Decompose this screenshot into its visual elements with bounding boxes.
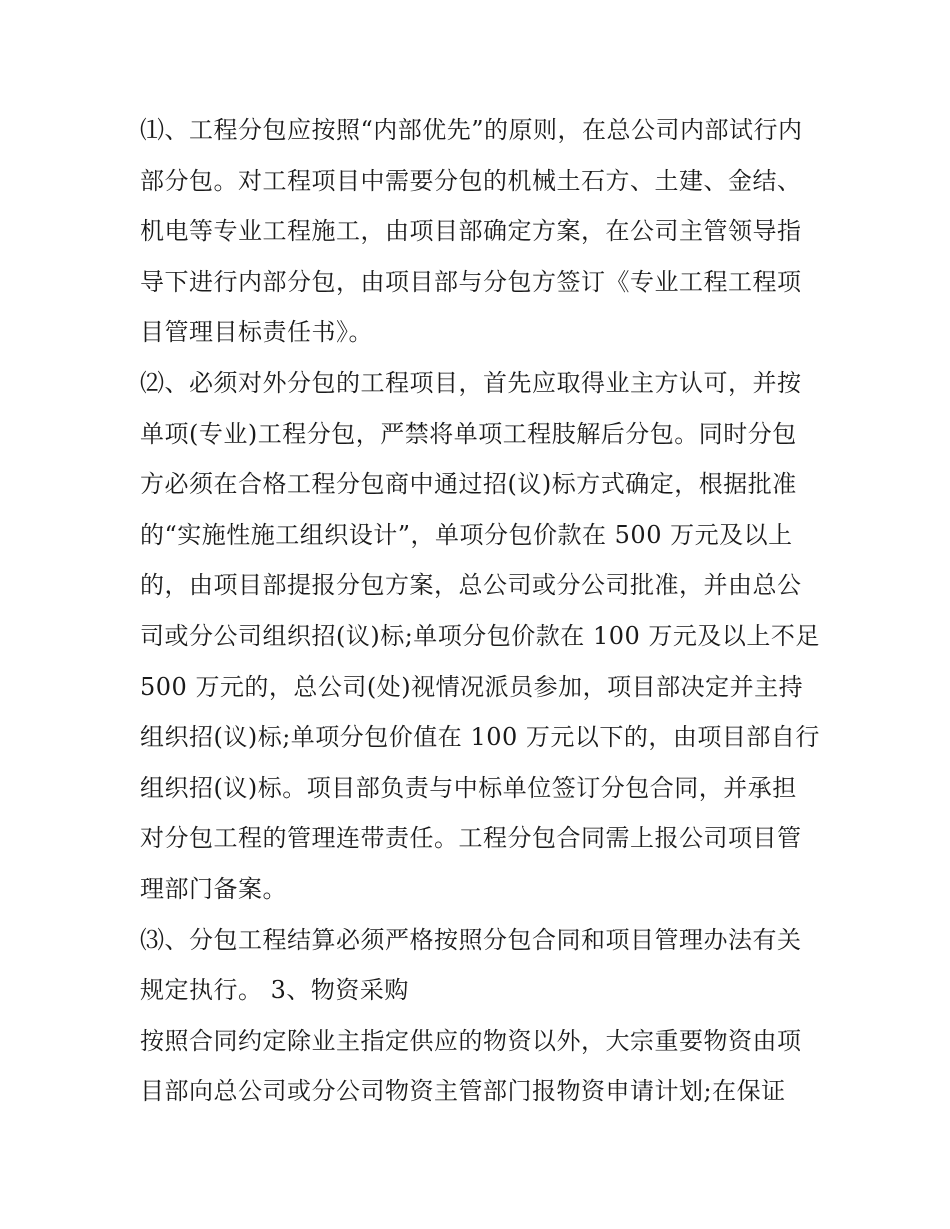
text-line-15: 对分包工程的管理连带责任。工程分包合同需上报公司项目管 [140, 824, 802, 853]
text-line-19: 按照合同约定除业主指定供应的物资以外，大宗重要物资由项 [140, 1026, 802, 1055]
text-line-16: 理部门备案。 [140, 874, 287, 903]
text-line-17: ⑶、分包工程结算必须严格按照分包合同和项目管理办法有关 [140, 925, 802, 954]
text-line-4: 导下进行内部分包，由项目部与分包方签订《专业工程工程项 [140, 267, 802, 296]
text-line-13: 组织招(议)标;单项分包价值在 100 万元以下的，由项目部自行 [140, 723, 820, 752]
text-line-20: 目部向总公司或分公司物资主管部门报物资申请计划;在保证 [140, 1077, 786, 1106]
text-line-11: 司或分公司组织招(议)标;单项分包价款在 100 万元及以上不足 [140, 621, 820, 650]
text-line-7: 单项(专业)工程分包，严禁将单项工程肢解后分包。同时分包 [140, 419, 797, 448]
text-line-1: ⑴、工程分包应按照“内部优先”的原则，在总公司内部试行内 [140, 116, 803, 144]
text-line-10: 的，由项目部提报分包方案，总公司或分公司批准，并由总公 [140, 571, 802, 600]
text-line-6: ⑵、必须对外分包的工程项目，首先应取得业主方认可，并按 [140, 368, 802, 397]
text-line-5: 目管理目标责任书》。 [140, 318, 373, 347]
text-line-3: 机电等专业工程施工，由项目部确定方案，在公司主管领导指 [140, 217, 802, 246]
text-line-18: 规定执行。 3、物资采购 [140, 976, 409, 1005]
text-line-9: 的“实施性施工组织设计”，单项分包价款在 500 万元及以上 [140, 520, 793, 549]
text-line-14: 组织招(议)标。项目部负责与中标单位签订分包合同，并承担 [140, 773, 797, 802]
text-line-2: 部分包。对工程项目中需要分包的机械土石方、土建、金结、 [140, 166, 802, 195]
document-body [140, 108, 820, 1120]
text-line-8: 方必须在合格工程分包商中通过招(议)标方式确定，根据批准 [140, 470, 797, 499]
text-line-12: 500 万元的，总公司(处)视情况派员参加，项目部决定并主持 [140, 672, 804, 701]
